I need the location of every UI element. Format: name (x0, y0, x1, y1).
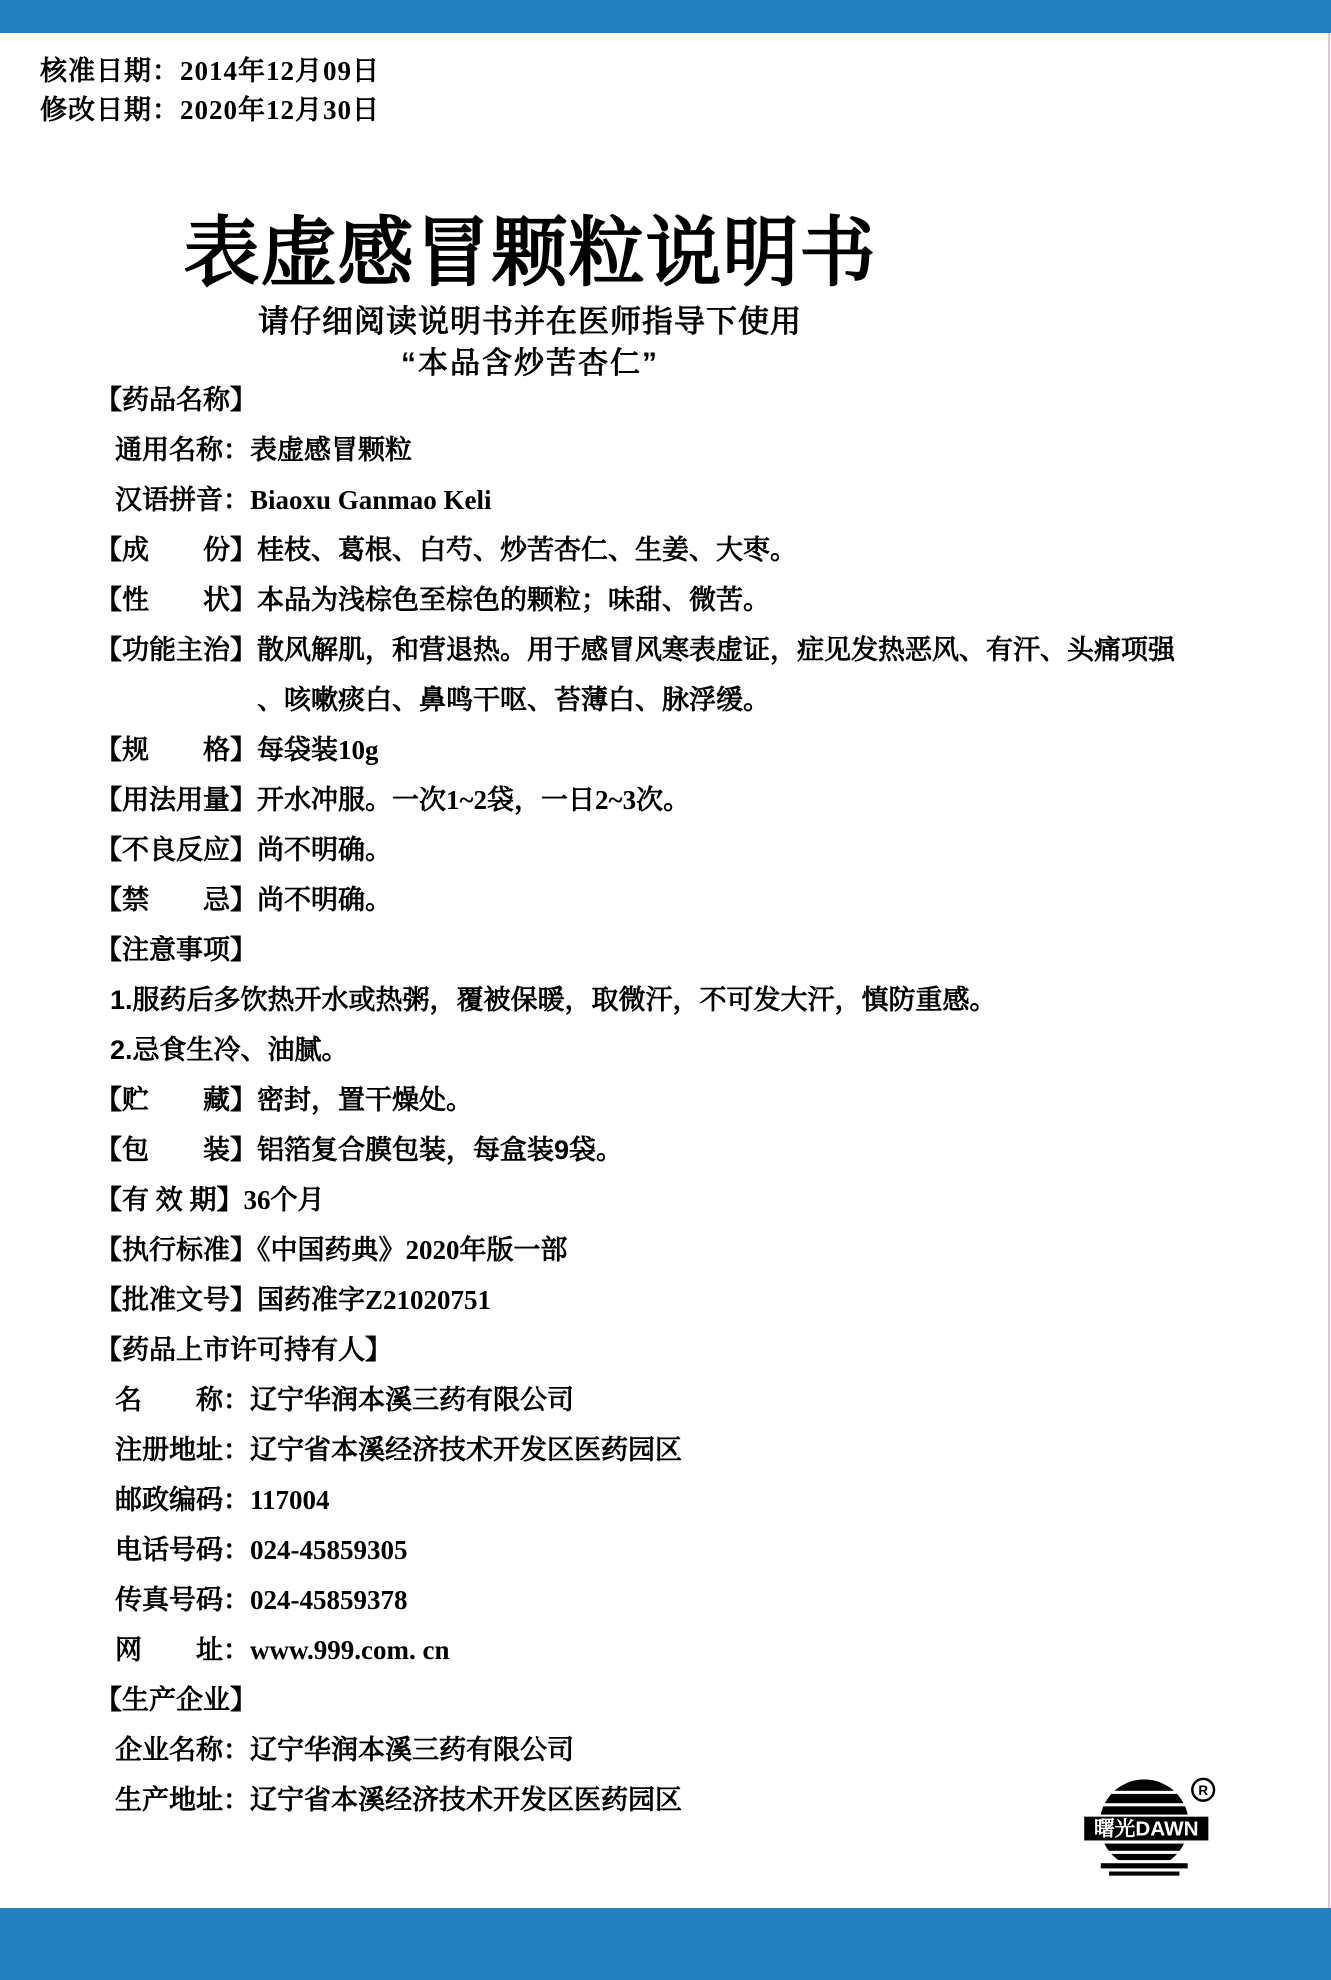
section-label: 【不良反应】 (95, 835, 257, 865)
field-label: 企业名称： (115, 1735, 250, 1765)
section-label: 【性 状】 (95, 585, 257, 615)
dawn-sun-icon (1078, 1772, 1228, 1881)
section-label: 【成 份】 (95, 535, 257, 565)
field-label: 电话号码： (115, 1535, 250, 1565)
line-phone (95, 1525, 1175, 1575)
field-value: www.999.com. cn (250, 1635, 450, 1665)
section-approval-number (95, 1275, 1175, 1325)
section-specification (95, 725, 1175, 775)
section-text: 桂枝、葛根、白芍、炒苦杏仁、生姜、大枣。 (257, 535, 797, 565)
section-text: 开水冲服。一次1~2袋，一日2~3次。 (257, 785, 691, 815)
section-label: 【禁 忌】 (95, 885, 257, 915)
field-value: 辽宁华润本溪三药有限公司 (250, 1735, 574, 1765)
section-label: 【执行标准】 (95, 1235, 257, 1265)
section-text: 散风解肌，和营退热。用于感冒风寒表虚证，症见发热恶风、有汗、头痛项强、咳嗽痰白、鼻鸣干呕、苔薄白、脉浮缓。 (257, 635, 1175, 715)
read-instruction-subtitle: 请仔细阅读说明书并在医师指导下使用 (258, 304, 802, 339)
section-contraindications (95, 875, 1175, 925)
field-label: 邮政编码： (115, 1485, 250, 1515)
section-packaging (95, 1125, 1175, 1175)
section-text: 36个月 (243, 1185, 325, 1215)
section-label: 【规 格】 (95, 735, 257, 765)
field-value: 辽宁省本溪经济技术开发区医药园区 (250, 1435, 682, 1465)
section-label: 【包 装】 (95, 1135, 257, 1165)
field-value: 辽宁华润本溪三药有限公司 (250, 1385, 574, 1415)
field-label: 汉语拼音： (115, 485, 250, 515)
section-standard (95, 1225, 1175, 1275)
line-mah-name (95, 1375, 1175, 1425)
precaution-note-2 (95, 1025, 1175, 1075)
section-precautions (95, 925, 1175, 975)
field-value: 117004 (250, 1485, 330, 1515)
ingredient-warning: “本品含炒苦杏仁” (401, 347, 659, 380)
section-indications (95, 625, 1175, 725)
date-block (40, 52, 380, 130)
field-label: 传真号码： (115, 1585, 250, 1615)
precaution-note-1 (95, 975, 1175, 1025)
section-text: 密封，置干燥处。 (257, 1085, 473, 1115)
note-text: 1.服药后多饮热开水或热粥，覆被保暖，取微汗，不可发大汗，慎防重感。 (110, 985, 997, 1015)
field-value: 辽宁省本溪经济技术开发区医药园区 (250, 1785, 682, 1815)
note-text: 2.忌食生冷、油腻。 (110, 1035, 349, 1065)
field-value: Biaoxu Ganmao Keli (250, 485, 492, 515)
section-manufacturer-header (95, 1675, 1175, 1725)
section-label: 【生产企业】 (95, 1685, 257, 1715)
section-text: 铝箔复合膜包装，每盒装9袋。 (257, 1135, 624, 1165)
section-adverse-reactions (95, 825, 1175, 875)
field-label: 生产地址： (115, 1785, 250, 1815)
section-label: 【有 效 期】 (95, 1185, 244, 1215)
field-value: 024-45859378 (250, 1585, 408, 1615)
bottom-border-bar (0, 1908, 1331, 1980)
leaflet-title: 表虚感冒颗粒说明书 (183, 212, 877, 296)
field-label: 注册地址： (115, 1435, 250, 1465)
section-mah-header (95, 1325, 1175, 1375)
field-value: 表虚感冒颗粒 (250, 435, 412, 465)
section-dosage (95, 775, 1175, 825)
line-manufacturer-name (95, 1725, 1175, 1775)
line-manufacturer-address (95, 1775, 1175, 1825)
section-storage (95, 1075, 1175, 1125)
field-label: 名 称： (115, 1385, 250, 1415)
section-label: 【功能主治】 (95, 635, 257, 665)
section-label: 【贮 藏】 (95, 1085, 257, 1115)
approval-date: 核准日期：2014年12月09日 (40, 56, 380, 86)
section-text: 国药准字Z21020751 (257, 1285, 492, 1315)
section-label: 【用法用量】 (95, 785, 257, 815)
section-character (95, 575, 1175, 625)
leaflet-body (95, 375, 1175, 1825)
field-value: 024-45859305 (250, 1535, 408, 1565)
section-label: 【药品上市许可持有人】 (95, 1335, 392, 1365)
line-website (95, 1625, 1175, 1675)
line-fax (95, 1575, 1175, 1625)
section-text: 尚不明确。 (257, 835, 392, 865)
section-text: 每袋装10g (257, 735, 379, 765)
section-text: 尚不明确。 (257, 885, 392, 915)
section-label: 【批准文号】 (95, 1285, 257, 1315)
right-edge-line (1328, 33, 1330, 1908)
section-ingredients (95, 525, 1175, 575)
logo-wordmark: 曙光DAWN (1094, 1817, 1199, 1841)
section-text: 《中国药典》2020年版一部 (257, 1235, 568, 1265)
section-drug-name (95, 375, 1175, 425)
line-postcode (95, 1475, 1175, 1525)
section-label: 【药品名称】 (95, 385, 257, 415)
line-generic-name (95, 425, 1175, 475)
section-text: 本品为浅棕色至棕色的颗粒；味甜、微苦。 (257, 585, 770, 615)
registered-trademark-icon: R (1198, 1782, 1209, 1798)
line-mah-address (95, 1425, 1175, 1475)
field-label: 网 址： (115, 1635, 250, 1665)
revision-date: 修改日期：2020年12月30日 (40, 95, 380, 125)
field-label: 通用名称： (115, 435, 250, 465)
top-border-bar (0, 0, 1331, 33)
dawn-logo (1078, 1772, 1228, 1881)
section-label: 【注意事项】 (95, 935, 257, 965)
line-pinyin (95, 475, 1175, 525)
section-validity (95, 1175, 1175, 1225)
